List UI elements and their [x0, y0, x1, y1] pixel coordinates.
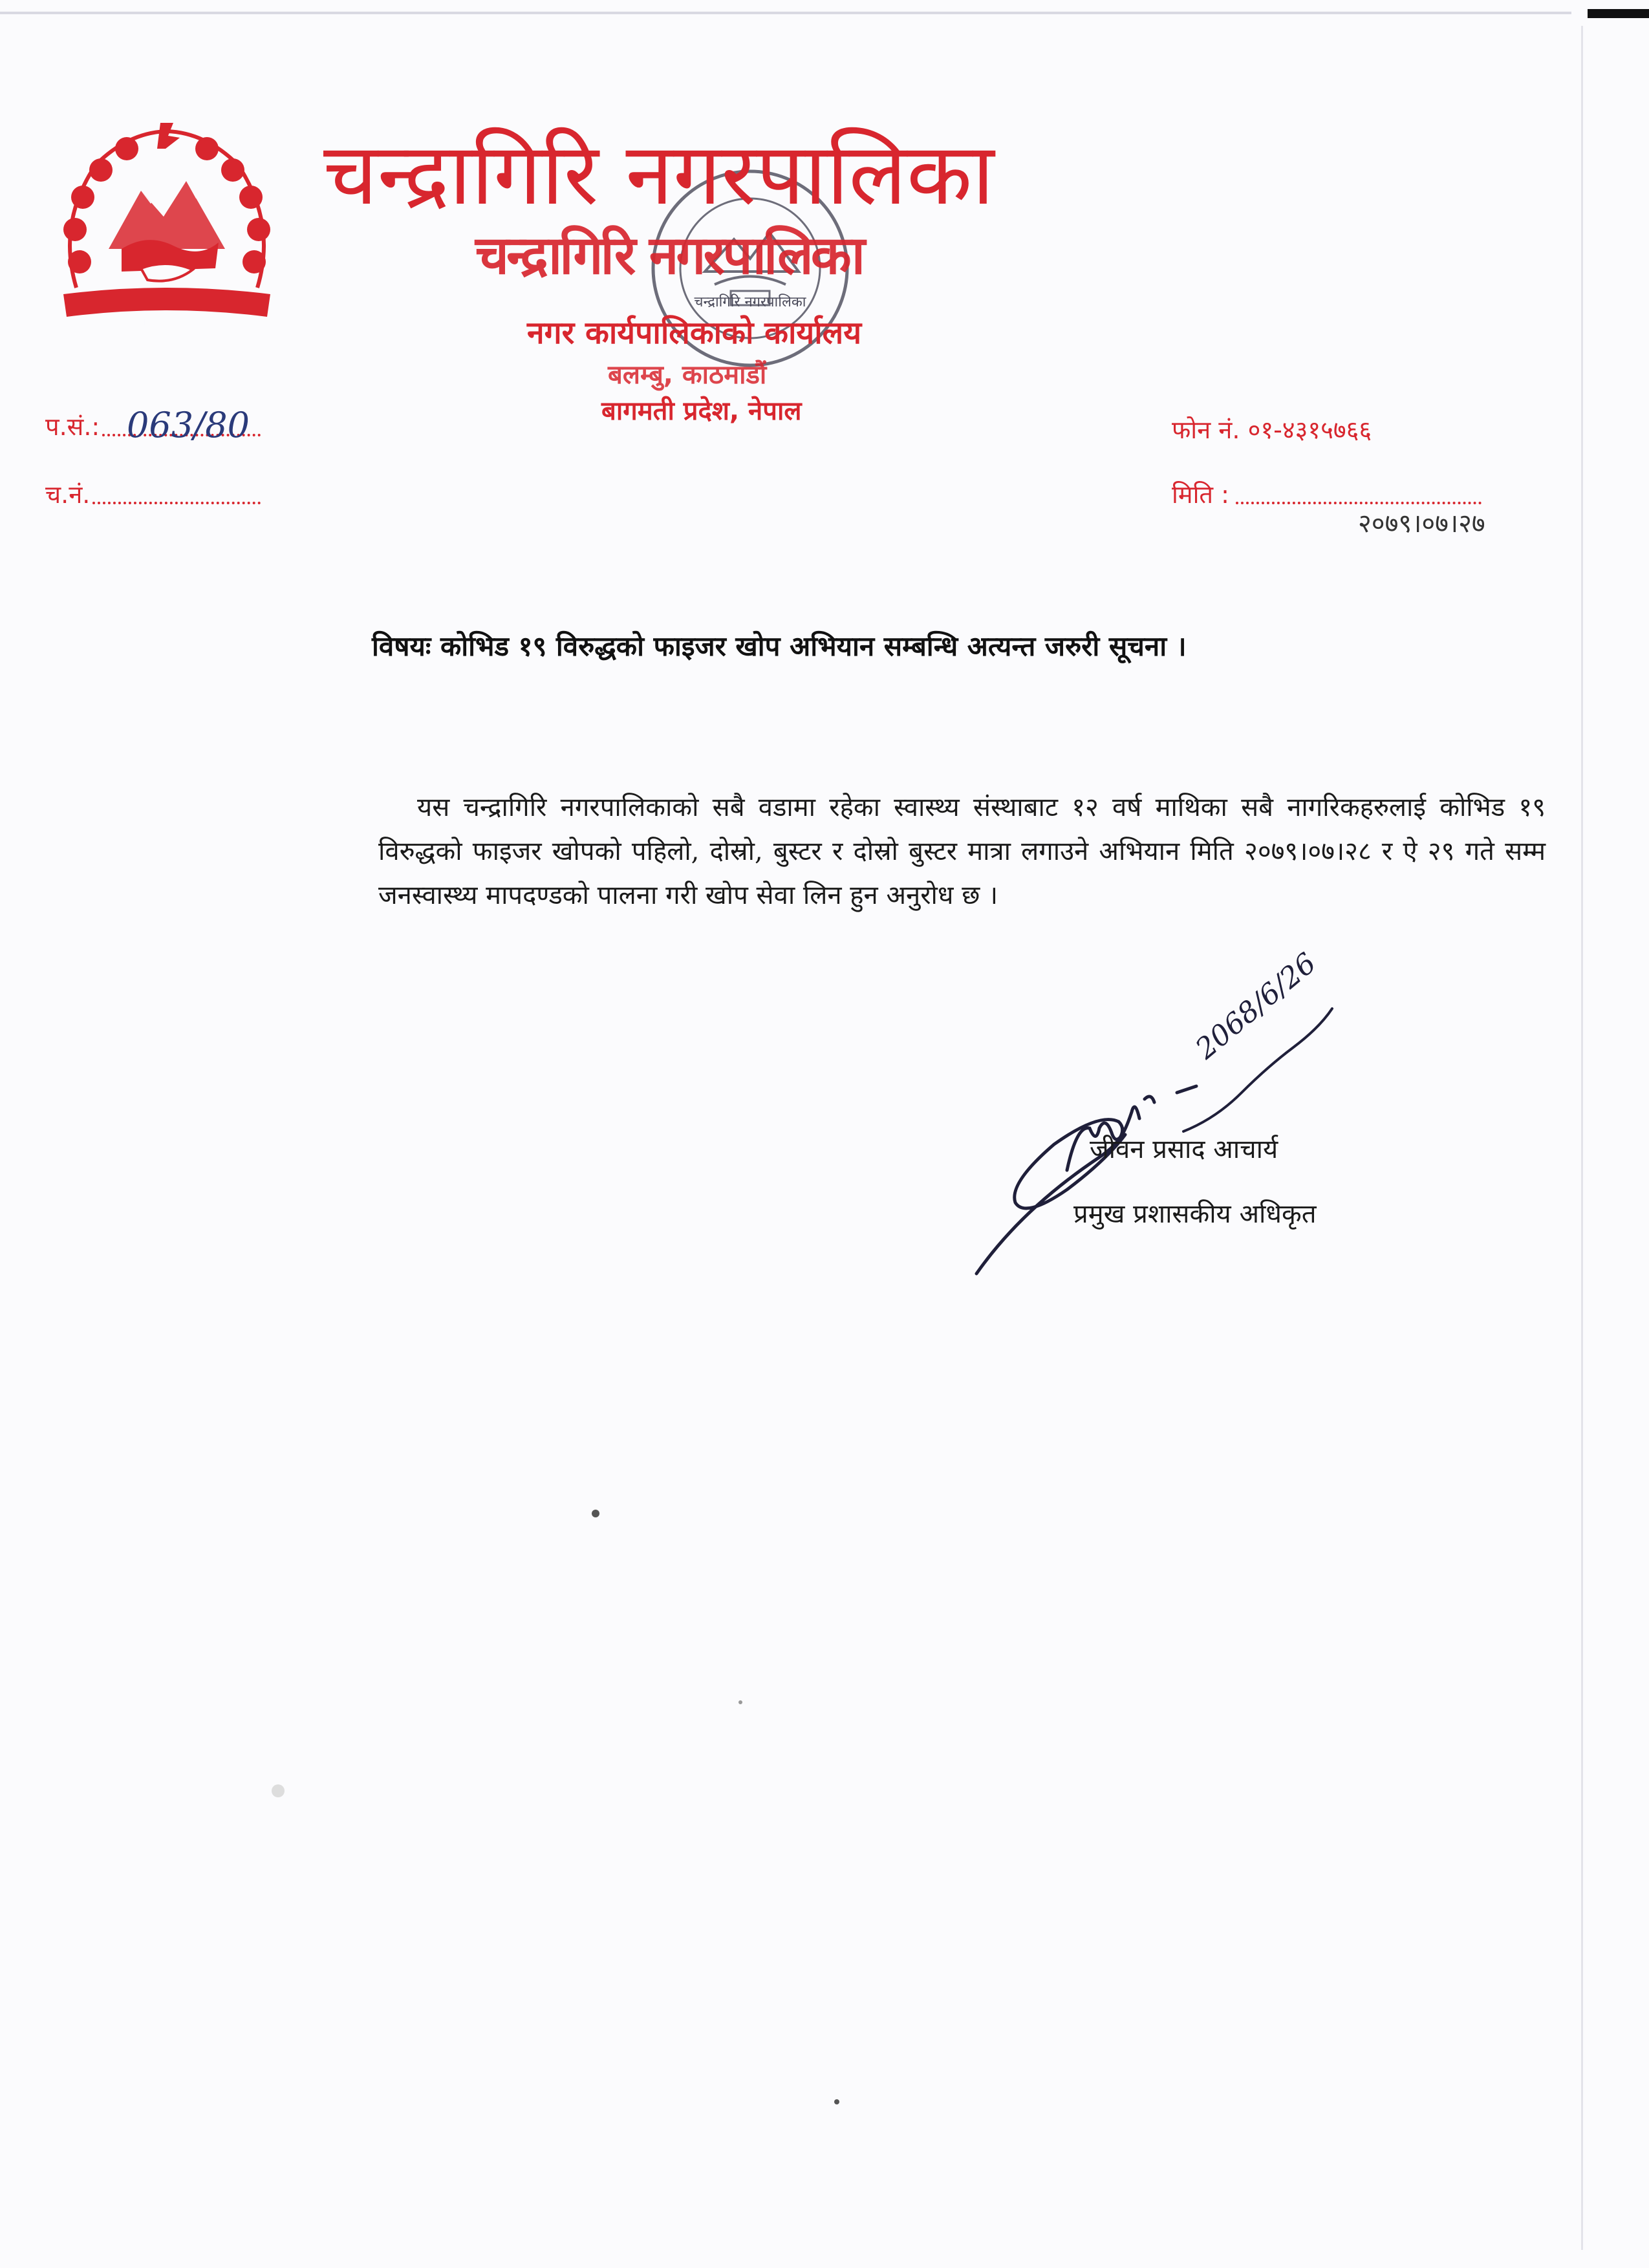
date-row [1172, 478, 1482, 511]
ps-label: प.सं.: [45, 412, 100, 441]
signatory-title: प्रमुख प्रशासकीय अधिकृत [1073, 1199, 1317, 1229]
cn-row [45, 478, 261, 511]
date-dotted-line [1236, 497, 1482, 504]
date-value: २०७९।०७।२७ [1358, 509, 1485, 539]
scan-right-edge [1581, 26, 1583, 2250]
notice-body: यस चन्द्रागिरि नगरपालिकाको सबै वडामा रहेका स्वास्थ्य संस्थाबाट १२ वर्ष माथिका सबै नागरिकहरुलाई कोभिड १९ विरुद्धको फाइजर खोपको पहिलो, दोस्रो, बुस्टर र दोस्रो बुस्टर मात्रा लगाउने अभियान मिति २०७९।०७।२८ र ऐ २९ गते सम्म जनस्वास्थ्य मापदण्डको पालना गरी खोप सेवा लिन हुन अनुरोध छ । [378, 793, 1546, 910]
nepal-emblem-icon [50, 120, 283, 343]
signature-date: 2068/6/26 [1189, 947, 1322, 1066]
municipality-title: चन्द्रागिरि नगरपालिका [323, 125, 995, 224]
emblem-motto: जननी जन्मभूमिश्च स्वर्गादपि गरीयसी [105, 316, 235, 327]
office-province: बागमती प्रदेश, नेपाल [601, 396, 802, 426]
scan-speck [272, 1784, 285, 1797]
phone-row [1172, 414, 1372, 446]
scan-speck [834, 2099, 839, 2104]
date-label: मिति : [1172, 480, 1229, 509]
scan-top-edge [0, 12, 1571, 14]
subject-line: विषयः कोभिड १९ विरुद्धको फाइजर खोप अभियान सम्बन्धि अत्यन्त जरुरी सूचना । [372, 630, 1187, 662]
cn-label: च.नं. [45, 480, 91, 509]
phone-value: ०१-४३१५७६६ [1247, 416, 1372, 444]
seal-text: चन्द्रागिरि नगरपालिका [694, 294, 806, 310]
scan-speck [738, 1700, 742, 1704]
cn-dotted-line [92, 497, 261, 504]
office-district: बलम्बु, काठमाडौं [608, 360, 767, 390]
ps-value: 063/80 [127, 405, 250, 445]
signatory-name: जीवन प्रसाद आचार्य [1090, 1135, 1278, 1164]
scan-speck [592, 1510, 599, 1517]
scan-corner-mark [1588, 9, 1649, 18]
office-name: नगर कार्यपालिकाको कार्यालय [527, 315, 862, 351]
phone-label: फोन नं. [1172, 416, 1240, 444]
municipality-title-echo: चन्द्रागिरि नगरपालिका [475, 225, 863, 286]
